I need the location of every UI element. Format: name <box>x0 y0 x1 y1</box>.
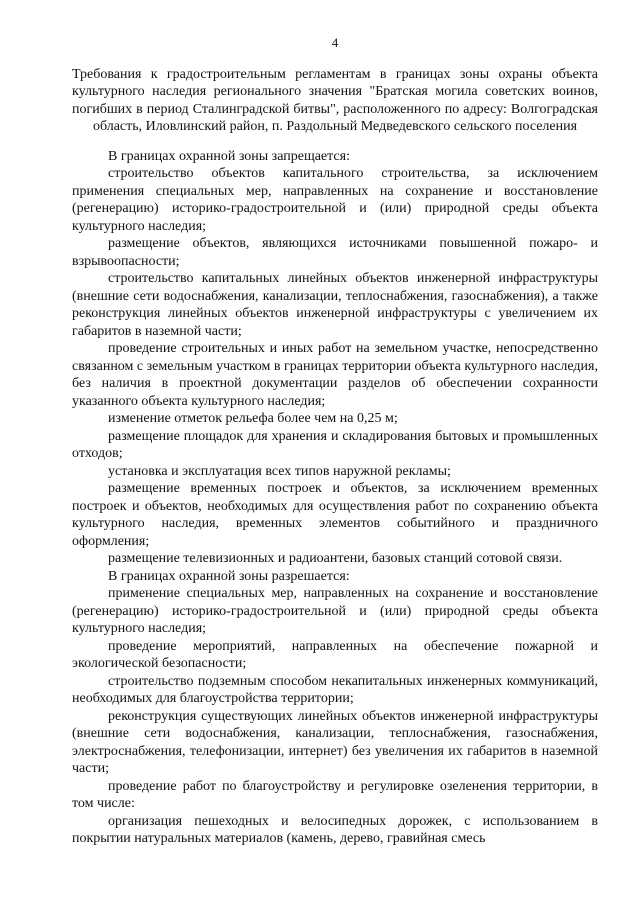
paragraph: размещение временных построек и объектов, за исключением временных построек и объектов, необходимых для осуществления работ по сохранению объекта культурного наследия, временных элементов событийного и праздничного оформления; <box>72 481 598 549</box>
paragraph: размещение объектов, являющихся источниками повышенной пожаро- и взрывоопасности; <box>72 236 598 269</box>
paragraph: В границах охранной зоны запрещается: <box>108 148 350 164</box>
paragraph: строительство капитальных линейных объектов инженерной инфраструктуры (внешние сети водоснабжения, канализации, теплоснабжения, газоснабжения), а также реконструкция линейных объектов инженерной инфраструктуры с увеличением их габаритов в наземной части; <box>72 271 598 339</box>
page-number: 4 <box>331 35 339 50</box>
paragraph: реконструкция существующих линейных объектов инженерной инфраструктуры (внешние сети водоснабжения, канализации, теплоснабжения, газоснабжения, электроснабжения, телефонизации, интернет) без увеличения их габаритов в наземной части; <box>72 708 598 776</box>
paragraph: изменение отметок рельефа более чем на 0,25 м; <box>108 411 398 426</box>
paragraph: организация пешеходных и велосипедных дорожек, с использованием в покрытии натуральных материалов (камень, дерево, гравийная смесь <box>72 813 598 846</box>
paragraph: строительство подземным способом некапитальных инженерных коммуникаций, необходимых для благоустройства территории; <box>72 673 598 706</box>
paragraph: В границах охранной зоны разрешается: <box>108 568 350 584</box>
paragraph: проведение работ по благоустройству и регулировке озеленения территории, в том числе: <box>72 778 598 811</box>
paragraph: проведение мероприятий, направленных на обеспечение пожарной и экологической безопасности; <box>72 638 598 671</box>
paragraph: установка и эксплуатация всех типов наружной рекламы; <box>108 463 451 479</box>
document-body <box>72 148 598 848</box>
heading-text: Требования к градостроительным регламентам в границах зоны охраны объекта культурного наследия регионального значения "Братская могила советских воинов, погибших в период Сталинградской битвы", расположенного по адресу: Волгоградская область, Иловлинский район, п. Раздольный Медведевского сельского поселения <box>72 66 598 134</box>
document-heading <box>72 66 598 136</box>
paragraph: проведение строительных и иных работ на земельном участке, непосредственно связанном с земельным участком в границах территории объекта культурного наследия, без наличия в проектной документации разделов об обеспечении сохранности указанного объекта культурного наследия; <box>72 341 598 409</box>
paragraph: применение специальных мер, направленных на сохранение и восстановление (регенерацию) историко-градостроительной и (или) природной среды объекта культурного наследия; <box>72 586 598 636</box>
paragraph: размещение телевизионных и радиоантени, базовых станций сотовой связи. <box>108 551 563 566</box>
paragraph: размещение площадок для хранения и складирования бытовых и промышленных отходов; <box>72 428 598 461</box>
paragraph: строительство объектов капитального строительства, за исключением применения специальных мер, направленных на сохранение и восстановление (регенерацию) историко-градостроительной и (или) природной среды объекта культурного наследия; <box>72 166 598 234</box>
